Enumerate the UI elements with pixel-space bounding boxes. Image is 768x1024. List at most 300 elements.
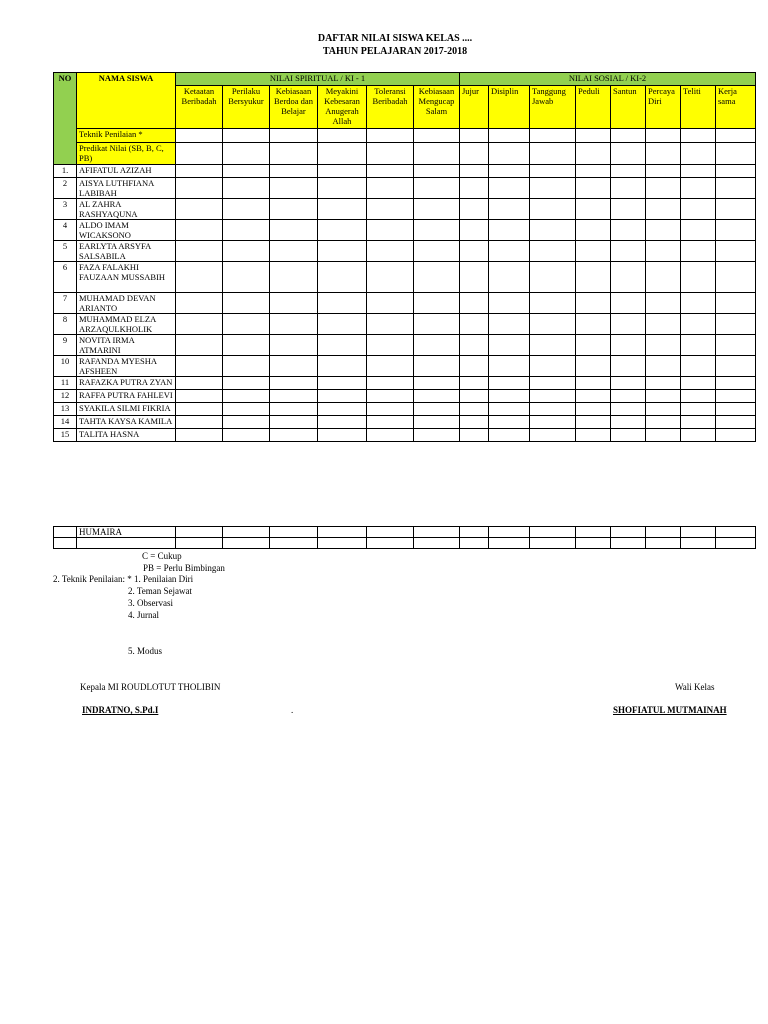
grade-cell[interactable]: [681, 165, 716, 178]
grade-cell[interactable]: [530, 335, 576, 356]
grade-cell[interactable]: [716, 178, 756, 199]
grade-cell[interactable]: [530, 416, 576, 429]
grade-cell[interactable]: [318, 129, 367, 143]
grade-cell[interactable]: [576, 129, 611, 143]
student-row: [54, 220, 756, 241]
spiritual-criteria-header: Perilaku Bersyukur: [223, 86, 270, 129]
grade-cell[interactable]: [646, 527, 681, 538]
grade-cell[interactable]: [576, 314, 611, 335]
grade-cell[interactable]: [270, 403, 318, 416]
grade-cell[interactable]: [681, 220, 716, 241]
grade-cell[interactable]: [367, 429, 414, 442]
grade-cell[interactable]: [460, 199, 489, 220]
grade-cell[interactable]: [611, 356, 646, 377]
grade-cell[interactable]: [611, 143, 646, 165]
grade-cell[interactable]: [318, 356, 367, 377]
grade-cell[interactable]: [611, 377, 646, 390]
student-number: 9: [54, 335, 77, 356]
student-row: [54, 262, 756, 293]
grade-cell[interactable]: [223, 403, 270, 416]
grade-cell[interactable]: [646, 262, 681, 293]
grade-cell[interactable]: [367, 356, 414, 377]
grade-cell[interactable]: [270, 356, 318, 377]
grade-cell[interactable]: [223, 429, 270, 442]
grade-cell[interactable]: [611, 220, 646, 241]
grade-cell[interactable]: [460, 335, 489, 356]
grade-cell[interactable]: [367, 390, 414, 403]
student-number: [54, 527, 77, 538]
middle-mark: .: [291, 705, 294, 715]
grade-cell[interactable]: [611, 390, 646, 403]
grade-cell[interactable]: [270, 293, 318, 314]
nama-siswa-header: NAMA SISWA: [77, 73, 176, 129]
grade-cell[interactable]: [530, 403, 576, 416]
grade-cell[interactable]: [489, 335, 530, 356]
grade-cell[interactable]: [318, 220, 367, 241]
grade-cell[interactable]: [223, 538, 270, 549]
grade-cell[interactable]: [367, 403, 414, 416]
grade-cell[interactable]: [681, 262, 716, 293]
grade-cell[interactable]: [270, 178, 318, 199]
grade-cell[interactable]: [489, 241, 530, 262]
grade-cell[interactable]: [489, 538, 530, 549]
grade-cell[interactable]: [414, 293, 460, 314]
grade-cell[interactable]: [681, 129, 716, 143]
grade-cell[interactable]: [611, 178, 646, 199]
grade-cell[interactable]: [318, 241, 367, 262]
grade-cell[interactable]: [576, 199, 611, 220]
grade-cell[interactable]: [223, 241, 270, 262]
student-name: [77, 538, 176, 549]
legend-pb: PB = Perlu Bimbingan: [143, 563, 225, 573]
grade-cell[interactable]: [318, 335, 367, 356]
grade-cell[interactable]: [460, 165, 489, 178]
grade-cell[interactable]: [367, 416, 414, 429]
grade-cell[interactable]: [716, 356, 756, 377]
grade-cell[interactable]: [414, 356, 460, 377]
grade-cell[interactable]: [176, 390, 223, 403]
grade-cell[interactable]: [367, 129, 414, 143]
grade-cell[interactable]: [646, 129, 681, 143]
grade-cell[interactable]: [611, 538, 646, 549]
grade-cell[interactable]: [646, 429, 681, 442]
grade-cell[interactable]: [530, 241, 576, 262]
grade-cell[interactable]: [681, 538, 716, 549]
grade-cell[interactable]: [318, 293, 367, 314]
grade-cell[interactable]: [270, 241, 318, 262]
grade-cell[interactable]: [646, 538, 681, 549]
grade-cell[interactable]: [176, 293, 223, 314]
grade-cell[interactable]: [270, 416, 318, 429]
grade-cell[interactable]: [270, 335, 318, 356]
no-header: NO: [54, 73, 77, 165]
grade-cell[interactable]: [530, 178, 576, 199]
student-row: [54, 165, 756, 178]
grade-cell[interactable]: [611, 314, 646, 335]
grade-cell[interactable]: [716, 403, 756, 416]
grade-cell[interactable]: [530, 220, 576, 241]
legend-c: C = Cukup: [142, 551, 182, 561]
student-number: 4: [54, 220, 77, 241]
grade-cell[interactable]: [460, 538, 489, 549]
grade-cell[interactable]: [223, 199, 270, 220]
grade-cell[interactable]: [576, 165, 611, 178]
grade-cell[interactable]: [576, 335, 611, 356]
grade-cell[interactable]: [681, 335, 716, 356]
student-number: 2: [54, 178, 77, 199]
grade-cell[interactable]: [270, 143, 318, 165]
grade-cell[interactable]: [576, 416, 611, 429]
grade-cell[interactable]: [367, 335, 414, 356]
student-name: ALDO IMAM WICAKSONO: [77, 220, 176, 241]
grade-cell[interactable]: [176, 220, 223, 241]
grade-cell[interactable]: [576, 429, 611, 442]
sosial-criteria-header: Jujur: [460, 86, 489, 129]
grade-cell[interactable]: [414, 199, 460, 220]
grade-cell[interactable]: [414, 527, 460, 538]
grade-cell[interactable]: [176, 527, 223, 538]
grade-cell[interactable]: [318, 143, 367, 165]
grade-cell[interactable]: [611, 403, 646, 416]
grade-cell[interactable]: [646, 143, 681, 165]
grade-cell[interactable]: [681, 178, 716, 199]
grade-cell[interactable]: [223, 390, 270, 403]
grade-cell[interactable]: [681, 356, 716, 377]
grade-cell[interactable]: [530, 314, 576, 335]
grade-cell[interactable]: [576, 262, 611, 293]
grade-cell[interactable]: [223, 262, 270, 293]
grade-cell[interactable]: [176, 262, 223, 293]
grade-cell[interactable]: [681, 377, 716, 390]
grade-cell[interactable]: [716, 429, 756, 442]
grade-cell[interactable]: [318, 527, 367, 538]
grade-cell[interactable]: [367, 527, 414, 538]
grade-cell[interactable]: [489, 165, 530, 178]
grade-cell[interactable]: [716, 129, 756, 143]
grade-cell[interactable]: [646, 178, 681, 199]
grade-cell[interactable]: [576, 538, 611, 549]
grade-cell[interactable]: [367, 199, 414, 220]
student-name: RAFAZKA PUTRA ZYAN: [77, 377, 176, 390]
grade-cell[interactable]: [716, 527, 756, 538]
grade-cell[interactable]: [176, 377, 223, 390]
grade-cell[interactable]: [176, 403, 223, 416]
grade-cell[interactable]: [611, 293, 646, 314]
grade-cell[interactable]: [414, 262, 460, 293]
grade-cell[interactable]: [176, 314, 223, 335]
grade-cell[interactable]: [414, 538, 460, 549]
grade-cell[interactable]: [223, 220, 270, 241]
grade-cell[interactable]: [318, 416, 367, 429]
grade-cell[interactable]: [176, 165, 223, 178]
grade-cell[interactable]: [646, 403, 681, 416]
grade-cell[interactable]: [414, 403, 460, 416]
grade-cell[interactable]: [489, 314, 530, 335]
grade-cell[interactable]: [611, 262, 646, 293]
grade-cell[interactable]: [611, 527, 646, 538]
grade-cell[interactable]: [646, 220, 681, 241]
grade-cell[interactable]: [176, 178, 223, 199]
grade-cell[interactable]: [414, 129, 460, 143]
grade-cell[interactable]: [530, 165, 576, 178]
grades-table: [53, 72, 756, 442]
grade-cell[interactable]: [367, 262, 414, 293]
grade-cell[interactable]: [176, 143, 223, 165]
student-name: AL ZAHRA RASHYAQUNA: [77, 199, 176, 220]
grade-cell[interactable]: [530, 390, 576, 403]
grade-cell[interactable]: [530, 262, 576, 293]
grade-cell[interactable]: [460, 220, 489, 241]
grade-cell[interactable]: [716, 538, 756, 549]
grade-cell[interactable]: [270, 262, 318, 293]
grade-cell[interactable]: [460, 390, 489, 403]
grade-cell[interactable]: [646, 165, 681, 178]
grade-cell[interactable]: [646, 241, 681, 262]
student-name: SYAKILA SILMI FIKRIA: [77, 403, 176, 416]
grade-cell[interactable]: [576, 293, 611, 314]
grade-cell[interactable]: [530, 143, 576, 165]
grade-cell[interactable]: [646, 416, 681, 429]
grade-cell[interactable]: [460, 241, 489, 262]
grade-cell[interactable]: [367, 178, 414, 199]
grade-cell[interactable]: [270, 390, 318, 403]
grade-cell[interactable]: [176, 356, 223, 377]
grade-cell[interactable]: [681, 314, 716, 335]
grade-cell[interactable]: [367, 538, 414, 549]
grade-cell[interactable]: [716, 199, 756, 220]
grade-cell[interactable]: [611, 335, 646, 356]
grade-cell[interactable]: [489, 377, 530, 390]
grade-cell[interactable]: [414, 220, 460, 241]
grade-cell[interactable]: [576, 403, 611, 416]
grade-cell[interactable]: [270, 314, 318, 335]
grade-cell[interactable]: [318, 165, 367, 178]
grade-cell[interactable]: [530, 199, 576, 220]
grade-cell[interactable]: [489, 178, 530, 199]
grade-cell[interactable]: [716, 314, 756, 335]
grade-cell[interactable]: [489, 429, 530, 442]
grade-cell[interactable]: [176, 416, 223, 429]
grade-cell[interactable]: [489, 143, 530, 165]
grade-cell[interactable]: [611, 165, 646, 178]
grade-cell[interactable]: [460, 416, 489, 429]
grade-cell[interactable]: [576, 356, 611, 377]
grade-cell[interactable]: [223, 293, 270, 314]
grade-cell[interactable]: [414, 241, 460, 262]
student-row: [54, 293, 756, 314]
grade-cell[interactable]: [367, 165, 414, 178]
student-name: RAFANDA MYESHA AFSHEEN: [77, 356, 176, 377]
grade-cell[interactable]: [681, 199, 716, 220]
grade-cell[interactable]: [223, 356, 270, 377]
student-row: [54, 429, 756, 442]
grade-cell[interactable]: [530, 293, 576, 314]
student-row: [54, 178, 756, 199]
grade-cell[interactable]: [223, 165, 270, 178]
grade-cell[interactable]: [318, 178, 367, 199]
grade-cell[interactable]: [646, 335, 681, 356]
grade-cell[interactable]: [460, 429, 489, 442]
grade-cell[interactable]: [270, 538, 318, 549]
grade-cell[interactable]: [176, 199, 223, 220]
grade-cell[interactable]: [576, 220, 611, 241]
grade-cell[interactable]: [646, 390, 681, 403]
grade-cell[interactable]: [318, 262, 367, 293]
grade-cell[interactable]: [414, 335, 460, 356]
grade-cell[interactable]: [223, 335, 270, 356]
grade-cell[interactable]: [414, 429, 460, 442]
grade-cell[interactable]: [460, 293, 489, 314]
grade-cell[interactable]: [176, 129, 223, 143]
grade-cell[interactable]: [646, 314, 681, 335]
grade-cell[interactable]: [646, 199, 681, 220]
grade-cell[interactable]: [318, 314, 367, 335]
grade-cell[interactable]: [460, 262, 489, 293]
student-row: [54, 335, 756, 356]
grade-cell[interactable]: [460, 356, 489, 377]
grade-cell[interactable]: [576, 143, 611, 165]
grade-cell[interactable]: [367, 377, 414, 390]
grade-cell[interactable]: [681, 429, 716, 442]
grade-cell[interactable]: [716, 293, 756, 314]
grade-cell[interactable]: [367, 241, 414, 262]
grade-cell[interactable]: [530, 527, 576, 538]
grade-cell[interactable]: [681, 527, 716, 538]
extra-student-row: [54, 527, 756, 538]
grade-cell[interactable]: [489, 527, 530, 538]
grade-cell[interactable]: [367, 293, 414, 314]
grade-cell[interactable]: [681, 293, 716, 314]
grade-cell[interactable]: [270, 165, 318, 178]
grade-cell[interactable]: [414, 314, 460, 335]
grade-cell[interactable]: [367, 220, 414, 241]
grade-cell[interactable]: [176, 538, 223, 549]
grade-cell[interactable]: [489, 356, 530, 377]
grade-cell[interactable]: [414, 165, 460, 178]
grade-cell[interactable]: [530, 377, 576, 390]
grade-cell[interactable]: [270, 129, 318, 143]
grade-cell[interactable]: [576, 527, 611, 538]
grade-cell[interactable]: [489, 293, 530, 314]
grade-cell[interactable]: [611, 199, 646, 220]
grade-cell[interactable]: [530, 129, 576, 143]
grade-cell[interactable]: [489, 403, 530, 416]
grade-cell[interactable]: [176, 241, 223, 262]
grade-cell[interactable]: [176, 429, 223, 442]
grade-cell[interactable]: [716, 165, 756, 178]
student-name: AFIFATUL AZIZAH: [77, 165, 176, 178]
student-number: 15: [54, 429, 77, 442]
grade-cell[interactable]: [716, 241, 756, 262]
grade-cell[interactable]: [460, 377, 489, 390]
grade-cell[interactable]: [530, 356, 576, 377]
grade-cell[interactable]: [681, 241, 716, 262]
grade-cell[interactable]: [414, 390, 460, 403]
grade-cell[interactable]: [489, 416, 530, 429]
grade-cell[interactable]: [318, 390, 367, 403]
grade-cell[interactable]: [460, 314, 489, 335]
grade-cell[interactable]: [223, 314, 270, 335]
grade-cell[interactable]: [318, 377, 367, 390]
grade-cell[interactable]: [681, 143, 716, 165]
grade-cell[interactable]: [414, 377, 460, 390]
grade-cell[interactable]: [611, 429, 646, 442]
grade-cell[interactable]: [460, 403, 489, 416]
grade-cell[interactable]: [681, 390, 716, 403]
grade-cell[interactable]: [270, 220, 318, 241]
grade-cell[interactable]: [414, 178, 460, 199]
grade-cell[interactable]: [270, 429, 318, 442]
grade-cell[interactable]: [223, 527, 270, 538]
grade-cell[interactable]: [318, 429, 367, 442]
grade-cell[interactable]: [270, 199, 318, 220]
grade-cell[interactable]: [576, 390, 611, 403]
grade-cell[interactable]: [489, 199, 530, 220]
grade-cell[interactable]: [611, 416, 646, 429]
grade-cell[interactable]: [489, 220, 530, 241]
grade-cell[interactable]: [716, 390, 756, 403]
grade-cell[interactable]: [460, 129, 489, 143]
grade-cell[interactable]: [489, 390, 530, 403]
grade-cell[interactable]: [646, 356, 681, 377]
grade-cell[interactable]: [223, 416, 270, 429]
grade-cell[interactable]: [367, 314, 414, 335]
grade-cell[interactable]: [611, 241, 646, 262]
grade-cell[interactable]: [318, 199, 367, 220]
grade-cell[interactable]: [576, 241, 611, 262]
grade-cell[interactable]: [318, 403, 367, 416]
grade-cell[interactable]: [681, 403, 716, 416]
grade-cell[interactable]: [681, 416, 716, 429]
student-row: [54, 390, 756, 403]
grade-cell[interactable]: [223, 143, 270, 165]
student-name: TAHTA KAYSA KAMILA: [77, 416, 176, 429]
grade-cell[interactable]: [414, 143, 460, 165]
grade-cell[interactable]: [460, 143, 489, 165]
grade-cell[interactable]: [646, 293, 681, 314]
grade-cell[interactable]: [716, 377, 756, 390]
grade-cell[interactable]: [716, 143, 756, 165]
grade-cell[interactable]: [270, 527, 318, 538]
grade-cell[interactable]: [489, 129, 530, 143]
grade-cell[interactable]: [611, 129, 646, 143]
grade-cell[interactable]: [223, 178, 270, 199]
grade-cell[interactable]: [367, 143, 414, 165]
grade-cell[interactable]: [176, 335, 223, 356]
grade-cell[interactable]: [716, 220, 756, 241]
grade-cell[interactable]: [460, 178, 489, 199]
grade-cell[interactable]: [646, 377, 681, 390]
grade-cell[interactable]: [576, 178, 611, 199]
grade-cell[interactable]: [716, 416, 756, 429]
grade-cell[interactable]: [270, 377, 318, 390]
grade-cell[interactable]: [318, 538, 367, 549]
grade-cell[interactable]: [460, 527, 489, 538]
grade-cell[interactable]: [489, 262, 530, 293]
sosial-criteria-header: Peduli: [576, 86, 611, 129]
grade-cell[interactable]: [223, 377, 270, 390]
additional-students-table: [53, 526, 756, 549]
grade-cell[interactable]: [530, 429, 576, 442]
grade-cell[interactable]: [414, 416, 460, 429]
grade-cell[interactable]: [223, 129, 270, 143]
grade-cell[interactable]: [716, 335, 756, 356]
grade-cell[interactable]: [530, 538, 576, 549]
grade-cell[interactable]: [716, 262, 756, 293]
student-number: 7: [54, 293, 77, 314]
grade-cell[interactable]: [576, 377, 611, 390]
spiritual-criteria-header: Ketaatan Beribadah: [176, 86, 223, 129]
